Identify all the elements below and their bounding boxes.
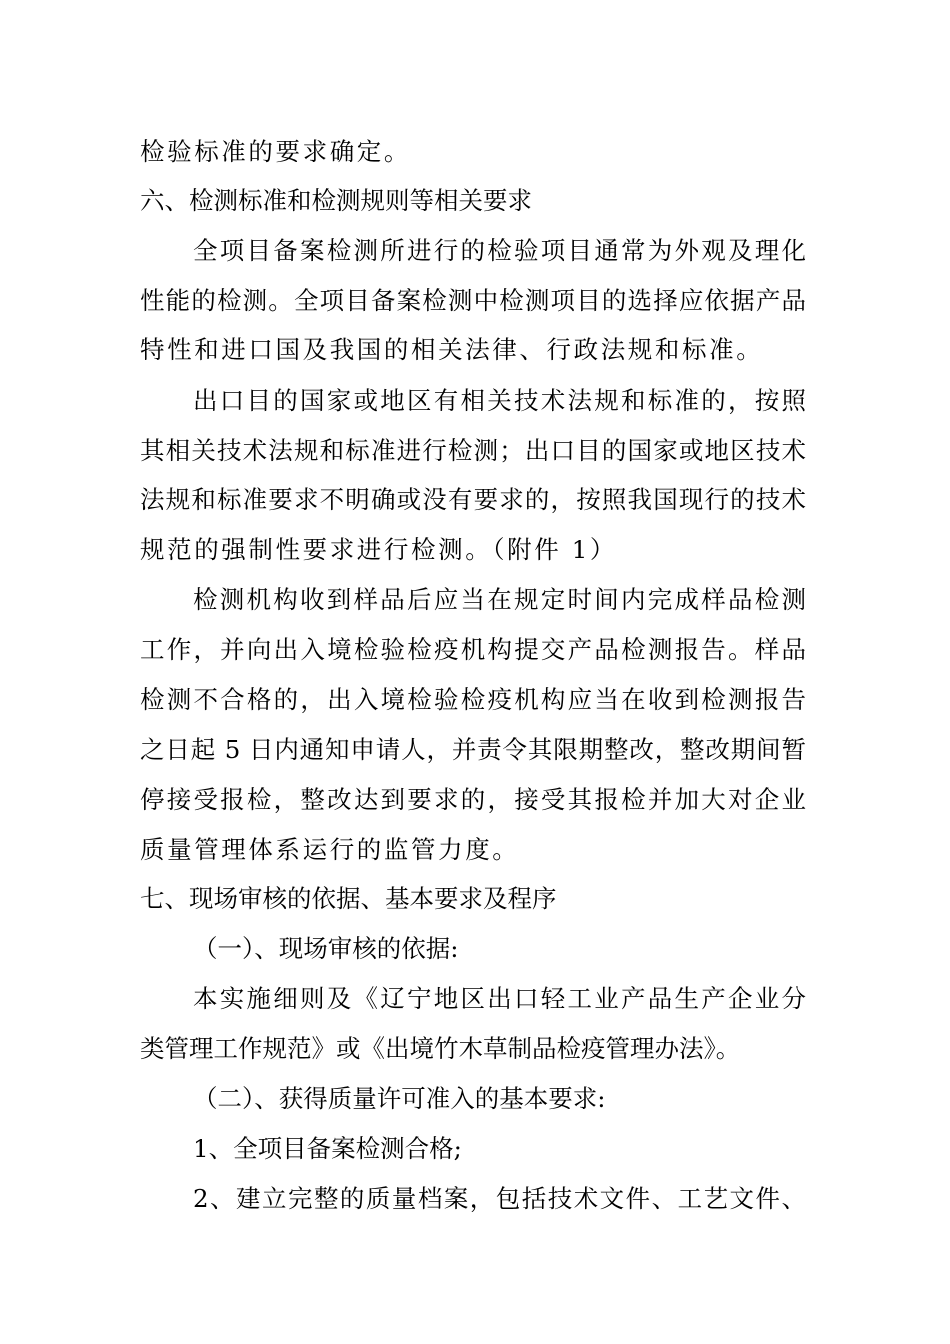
text-line-10: 检测机构收到样品后应当在规定时间内完成样品检测 bbox=[193, 585, 806, 614]
section-heading-6: 六、检测标准和检测规则等相关要求 bbox=[140, 186, 532, 215]
list-item-2: 2、建立完整的质量档案，包括技术文件、工艺文件、 bbox=[193, 1184, 806, 1213]
text-line-12: 检测不合格的，出入境检验检疫机构应当在收到检测报告 bbox=[140, 685, 806, 714]
text-line-3: 全项目备案检测所进行的检验项目通常为外观及理化 bbox=[193, 236, 806, 265]
text-line-1: 检验标准的要求确定。 bbox=[140, 137, 411, 166]
text-line-19: 类管理工作规范》或《出境竹木草制品检疫管理办法》。 bbox=[140, 1034, 741, 1063]
text-line-7: 其相关技术法规和标准进行检测；出口目的国家或地区技术 bbox=[140, 436, 806, 465]
text-line-6: 出口目的国家或地区有相关技术法规和标准的，按照 bbox=[193, 386, 806, 415]
text-line-13: 之日起 5 日内通知申请人，并责令其限期整改，整改期间暂 bbox=[140, 735, 806, 764]
text-line-15: 质量管理体系运行的监管力度。 bbox=[140, 835, 520, 864]
text-line-11: 工作，并向出入境检验检疫机构提交产品检测报告。样品 bbox=[140, 635, 806, 664]
text-line-14: 停接受报检，整改达到要求的，接受其报检并加大对企业 bbox=[140, 785, 806, 814]
text-line-18: 本实施细则及《辽宁地区出口轻工业产品生产企业分 bbox=[193, 984, 806, 1013]
text-line-9: 规范的强制性要求进行检测。（附件 1） bbox=[140, 535, 618, 564]
text-line-4: 性能的检测。全项目备案检测中检测项目的选择应依据产品 bbox=[140, 286, 806, 315]
text-line-5: 特性和进口国及我国的相关法律、行政法规和标准。 bbox=[140, 335, 764, 364]
subsection-heading-2: （二）、获得质量许可准入的基本要求: bbox=[193, 1084, 606, 1113]
section-heading-7: 七、现场审核的依据、基本要求及程序 bbox=[140, 884, 557, 913]
subsection-heading-1: （一）、现场审核的依据: bbox=[193, 934, 459, 963]
text-line-8: 法规和标准要求不明确或没有要求的，按照我国现行的技术 bbox=[140, 485, 806, 514]
list-item-1: 1、全项目备案检测合格; bbox=[193, 1134, 462, 1163]
